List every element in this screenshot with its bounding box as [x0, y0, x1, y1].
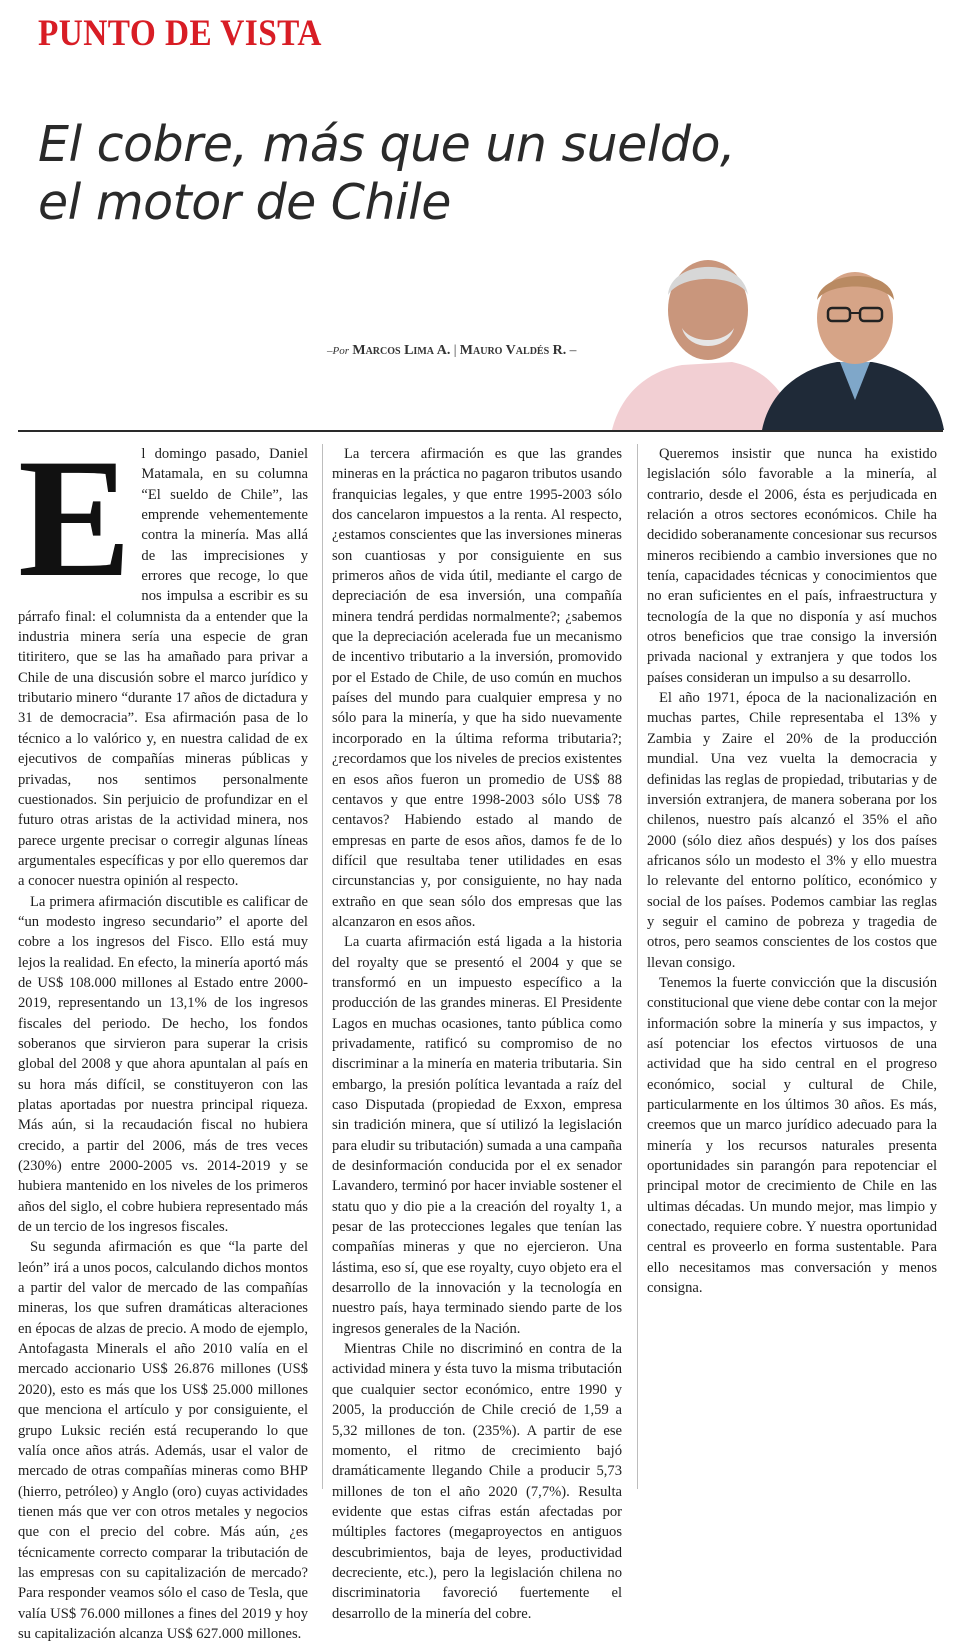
headline: El cobre, más que un sueldo, el motor de Chile — [38, 116, 736, 231]
dropcap: E — [18, 424, 132, 612]
author-2: Mauro Valdés R. — [459, 343, 567, 358]
paragraph: La cuarta afirmación está ligada a la historia del royalty que se presentó el 2004 y que se transformó en un impuesto específico a la producción de las grandes mineras. El Presidente Lagos en muchas ocasiones, tanto pública como privadamente, ratificó su compromiso de no discriminar a la minería en materia tributaria. Sin embargo, la presión política levantada a raíz del caso Disputada (propiedad de Exxon, empresa sin tradición minera, que sí utilizó la legislación para eludir su tributación) sumada a una campaña de desinformación conducida por el ex senador Lavandero, terminó por hacer inviable sostener el statu quo y dio pie a la creación del royalty 1, a pesar de las protecciones legales que tenían las compañías mineras y que no ejercieron. Una lástima, eso sí, que ese royalty, cuyo objeto era el desarrollo de la innovación y la tecnología en nuestro país, haya terminado siendo parte de los ingresos generales de la Nación. — [332, 934, 622, 1337]
column-3 — [647, 444, 937, 1494]
column-divider — [322, 444, 323, 1489]
section-label: PUNTO DE VISTA — [38, 13, 322, 54]
column-1 — [18, 424, 308, 1642]
column-2 — [332, 444, 622, 1622]
paragraph: l domingo pasado, Daniel Matamala, en su columna “El sueldo de Chile”, las emprende vehementemente contra la minería. Mas allá de las imprecisiones y errores que recoge, lo que nos impulsa a escribir es su párrafo final: el columnista da a entender que la industria minera sería una especie de gran titiritero, que se las ha amañado para privar a Chile de una discusión sobre el marco jurídico y tributario minero “durante 17 años de dictadura y 31 de democracia”. Esa afirmación pasa de lo técnico a lo valórico y, en nuestra calidad de ex ejecutivos de compañías mineras públicas y privadas, nos sentimos personalmente cuestionados. Sin perjuicio de profundizar en el futuro otras aristas de la actividad minera, nos parece urgente precisar o corregir algunas líneas argumentales específicas y por ello queremos dar a conocer nuestra opinión al respecto. — [18, 446, 308, 890]
paragraph: La tercera afirmación es que las grandes mineras en la práctica no pagaron tributos usando franquicias legales, y que entre 1995-2003 sólo dos cancelaron impuestos a la renta. Al respecto, ¿estamos conscientes que las inversiones mineras son cuantiosas y por consiguiente en sus primeros años de vida útil, mediante el cargo de depreciación de esa inversión, una compañía minera tendrá perdidas normalmente?; ¿sabemos que la depreciación acelerada fue un mecanismo de incentivo tributario a la inversión, promovido por el Estado de Chile, de uso común en muchos países del mundo para cualquier empresa y no sólo para la minería, y que ha sido nuevamente incorporado en la última reforma tributaria?; ¿recordamos que los niveles de precios existentes en esos años fueron un promedio de US$ 88 centavos y que entre 1998-2003 sólo US$ 78 centavos? Habiendo estado al mando de empresas en parte de esos años, damos fe de lo difícil que resultaba tener utilidades en esas circunstancias y, por consiguiente, no hay nada extraño en que sean sólo dos empresas que las alcanzaron en esos años. — [332, 446, 622, 930]
authors-photo — [612, 240, 944, 430]
column-divider — [637, 444, 638, 1489]
byline-suffix: – — [569, 342, 577, 357]
author-1: Marcos Lima A. — [352, 343, 451, 358]
byline — [327, 342, 576, 359]
paragraph: Su segunda afirmación es que “la parte del león” irá a unos pocos, calculando dichos montos a partir del valor de mercado de las compañías mineras, los que sufren dramáticas alteraciones en épocas de alzas de precio. A modo de ejemplo, Antofagasta Minerals el año 2010 valía en el mercado accionario US$ 26.876 millones (US$ 2020), esto es más que los US$ 25.000 millones que menciona el artículo y por consiguiente, el grupo Luksic recién está recuperando lo que valía once años atrás. Además, usar el valor de mercado de otras compañías mineras como BHP (hierro, petróleo) y Anglo (oro) cuyas actividades tienen más que ver con otros metales y negocios que con el precio del cobre. Más aún, ¿es técnicamente correcto comparar la tributación de las empresas con su capitalización de mercado? Para responder veamos sólo el caso de Tesla, que valía US$ 76.000 millones a fines del 2019 y hoy su capitalización alcanza US$ 627.000 millones. — [18, 1239, 308, 1642]
byline-prefix: –Por — [327, 345, 349, 357]
paragraph: Queremos insistir que nunca ha existido legislación sólo favorable a la minería, al contrario, desde el 2006, ésta es perjudicada en relación a otros sectores económicos. Chile ha decidido soberanamente concesionar sus recursos mineros recibiendo a cambio inversiones que no tenía, capacidades técnicas y conocimientos que no eran suficientes en el país, infraestructura y tecnología de la que no disponía y así muchos otros beneficios que trae consigo la inversión privada nacional y extranjera y que todos los países consideran un impulso a su desarrollo. — [647, 446, 937, 686]
paragraph: Tenemos la fuerte convicción que la discusión constitucional que viene debe contar con la mejor información sobre la minería y sus impactos, y así potenciar los efectos virtuosos de una actividad que ha sido central en el progreso económico, social y cultural de Chile, particularmente en los últimos 30 años. Es más, creemos que un marco jurídico adecuado para la minería y los recursos naturales presenta oportunidades sin parangón para repotenciar el principal motor de crecimiento de Chile en las ultimas décadas. Un mundo mejor, mas limpio y conectado, requiere cobre. Y nuestra oportunidad central es proveerlo en forma sustentable. Para ello necesitamos mas conversación y menos consigna. — [647, 974, 937, 1297]
paragraph: El año 1971, época de la nacionalización en muchas partes, Chile representaba el 13% y Zambia y Zaire el 20% de la producción mundial. Una vez vuelta la democracia y definidas las reglas de propiedad, tributarias y de inversión extranjera, de manera soberana por los chilenos, nuestro país alcanzó el 35% el año 2000 (sólo diez años después) y los dos países africanos sólo un modesto el 3% y ello muestra lo relevante del entorno político, económico y social de los países. Podemos cambiar las reglas y seguir el camino de pobreza y tragedia de otros, pero seamos conscientes de los costos que llevan consigo. — [647, 690, 937, 971]
byline-separator: | — [453, 342, 457, 357]
header-rule — [18, 430, 943, 432]
paragraph: La primera afirmación discutible es calificar de “un modesto ingreso secundario” el aporte del cobre a los ingresos del Fisco. Ello está muy lejos la realidad. En efecto, la minería aportó más de US$ 108.000 millones al Estado entre 2000-2019, representando un 13,1% de los ingresos fiscales del periodo. De hecho, los fondos soberanos que sirvieron para superar la crisis global del 2008 y que ahora apuntalan al país en su hora más difícil, se constituyeron con las platas aportadas por nuestra principal riqueza. Más aún, si la recaudación fiscal no hubiera crecido, a partir del 2006, más de tres veces (230%) entre 2000-2005 vs. 2014-2019 y se hubiera mantenido en los niveles de los primeros años del siglo, el cobre hubiera representado más de un tercio de los ingresos fiscales. — [18, 893, 308, 1236]
paragraph: Mientras Chile no discriminó en contra de la actividad minera y ésta tuvo la misma tributación que cualquier sector económico, entre 1990 y 2005, la producción de Chile creció de 1,59 a 5,32 millones de ton. (235%). A partir de ese momento, el ritmo de crecimiento bajó dramáticamente llegando Chile a producir 5,73 millones de ton el año 2020 (7,7%). Resulta evidente que estas cifras están afectadas por múltiples factores (megaproyectos en antiguos descubrimientos, baja de leyes, productividad decreciente, etc.), pero la legislación chilena no discriminatoria favoreció fuertemente el desarrollo de la minería del cobre. — [332, 1341, 622, 1622]
